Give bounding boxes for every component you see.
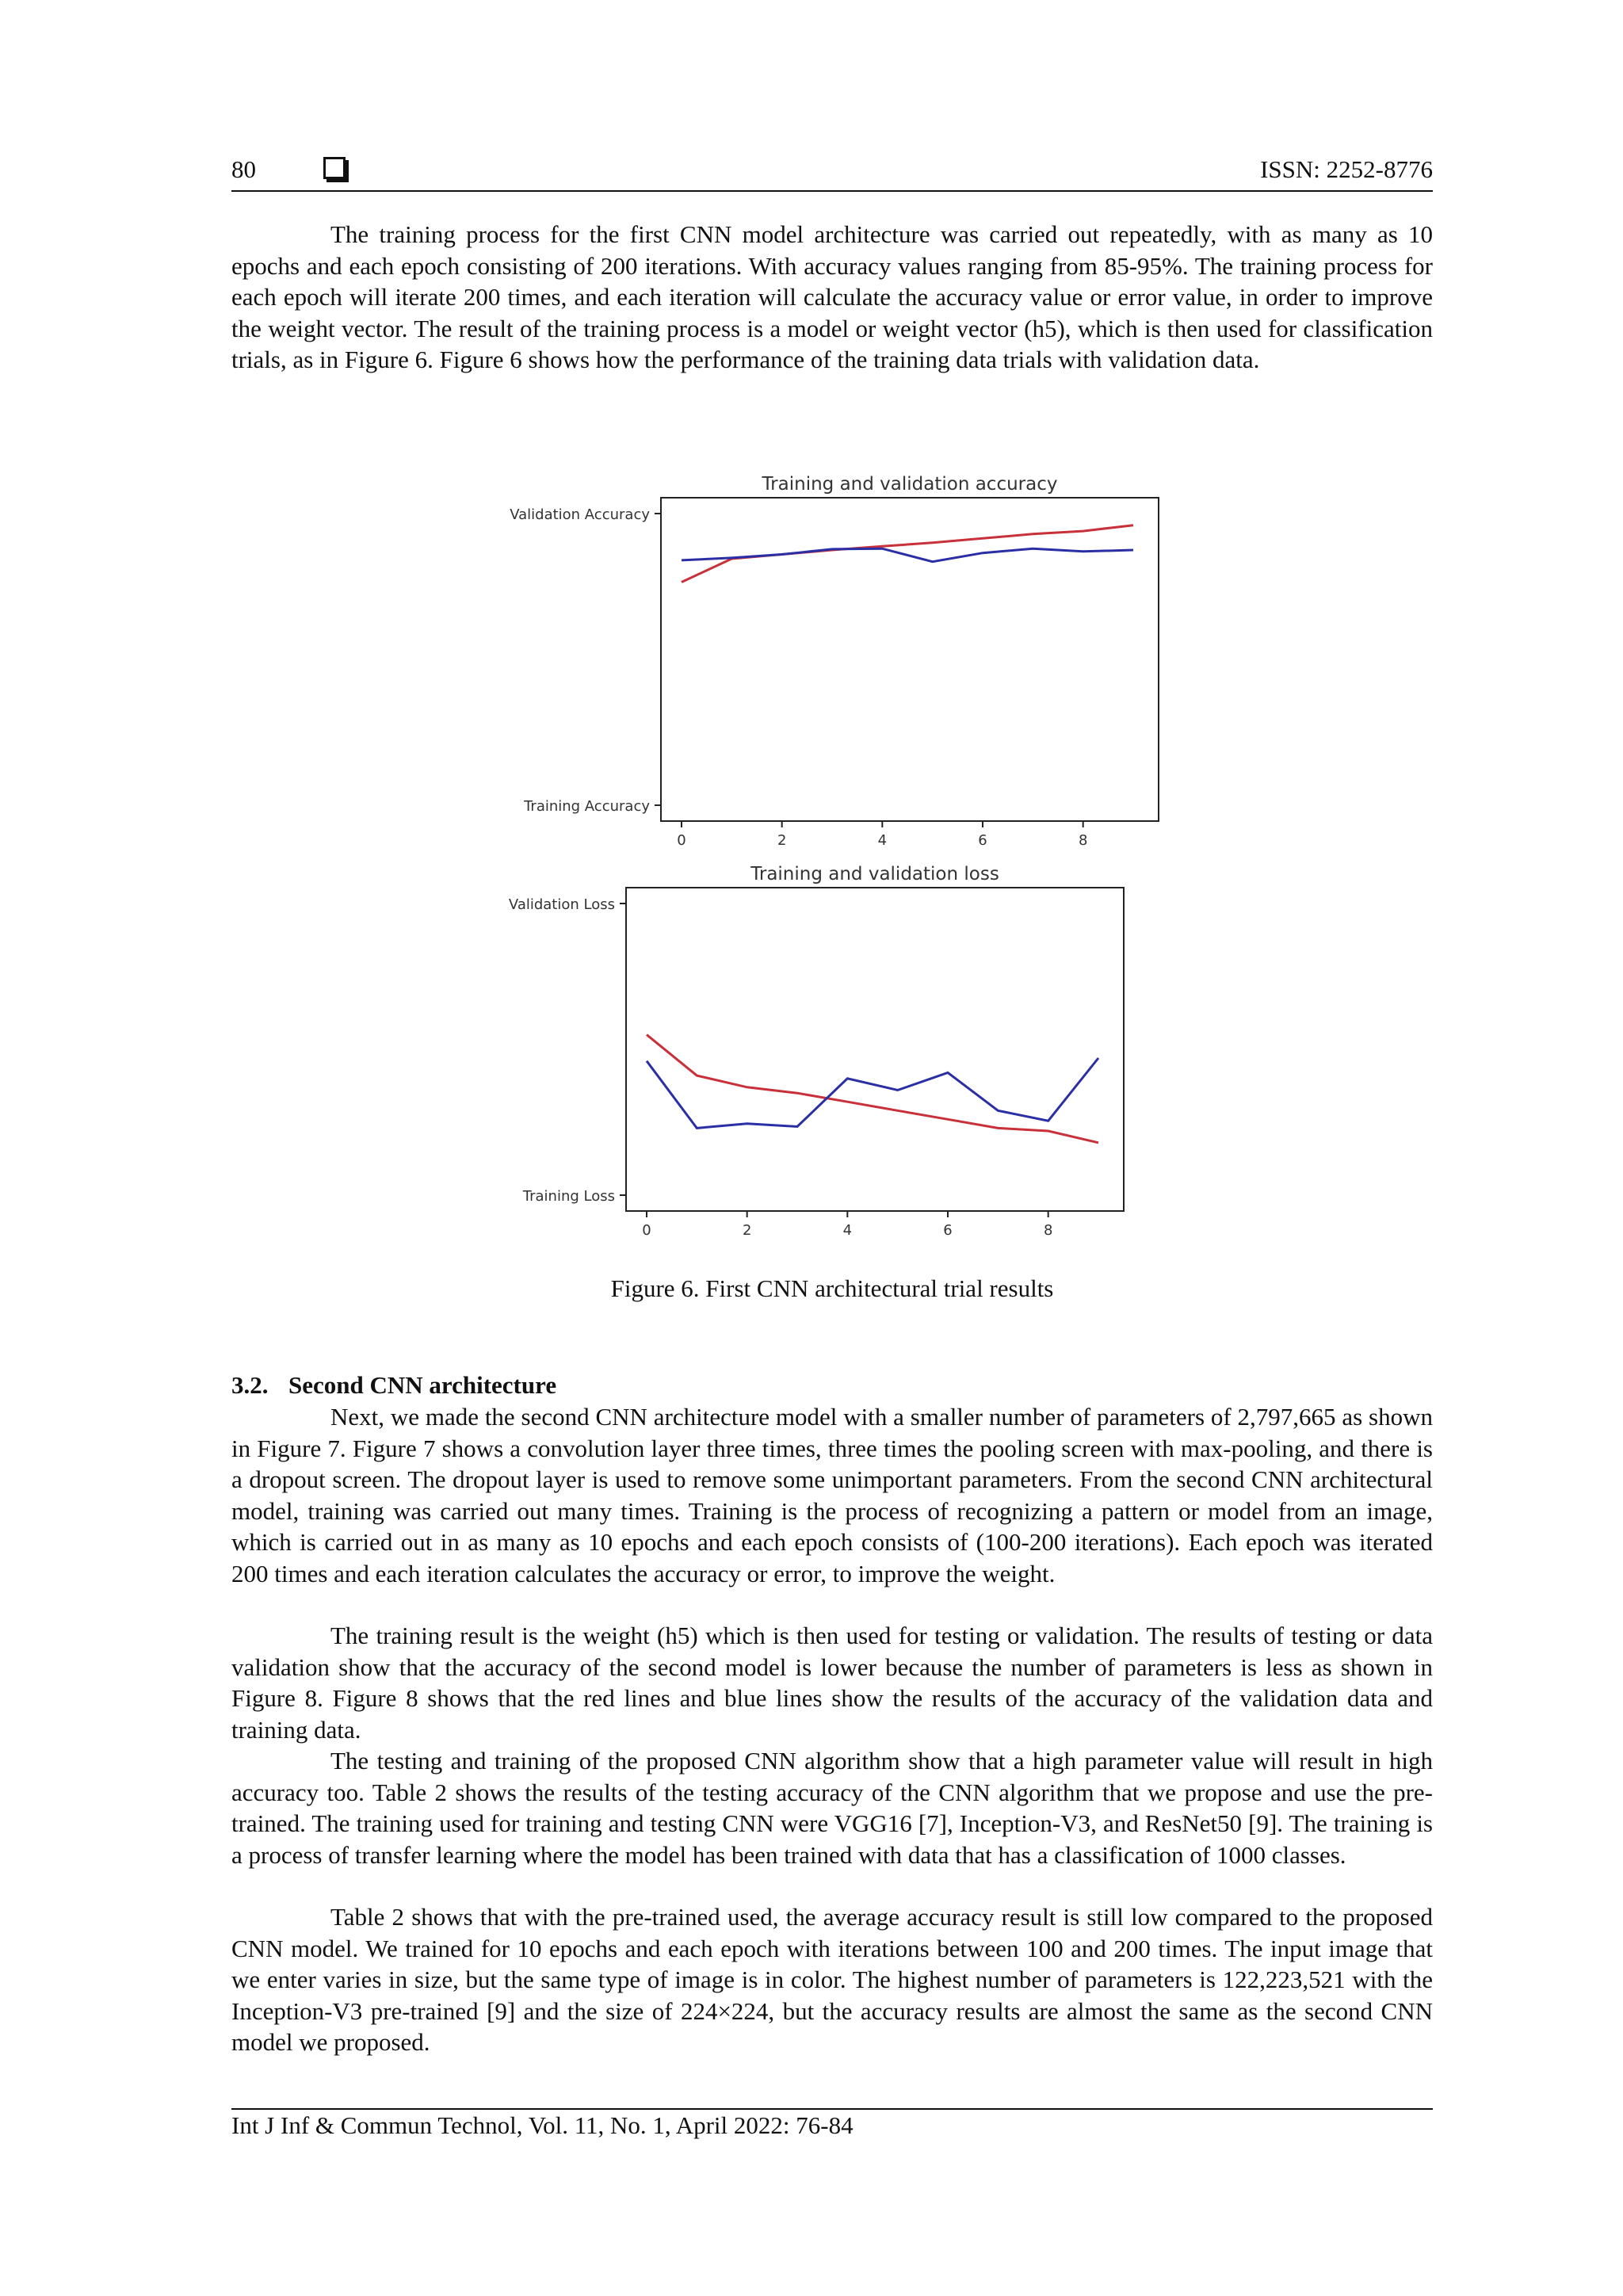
plot-frame <box>626 888 1124 1211</box>
footer-citation: Int J Inf & Commun Technol, Vol. 11, No. 1, April 2022: 76-84 <box>231 2111 854 2139</box>
page-number: 80 <box>231 155 256 183</box>
section-title: Second CNN architecture <box>288 1371 557 1399</box>
x-tick-label: 6 <box>943 1222 953 1239</box>
page-header <box>231 155 1433 192</box>
checkbox-square-icon <box>323 157 346 179</box>
issn: ISSN: 2252-8776 <box>1260 155 1433 183</box>
accuracy-chart-svg <box>475 464 1189 861</box>
header-rule <box>231 190 1433 192</box>
y-tick-label: Validation Accuracy <box>510 506 650 523</box>
series-line-blue <box>647 1058 1098 1128</box>
paragraph-1: The training process for the first CNN model architecture was carried out repeatedly, with as many as 10 epochs and each epoch consisting of 200 iterations. With accuracy values ranging from 85-95%. The training process for each epoch will iterate 200 times, and each iteration will calculate the accuracy value or error value, in order to improve the weight vector. The result of the training process is a model or weight vector (h5), which is then used for classification trials, as in Figure 6. Figure 6 shows how the performance of the training data trials with validation data. <box>231 220 1433 373</box>
x-tick-label: 0 <box>677 832 686 849</box>
x-tick-label: 6 <box>978 832 987 849</box>
chart-loss <box>475 856 1189 1260</box>
footer-rule <box>231 2108 1433 2110</box>
x-tick-label: 8 <box>1043 1222 1053 1239</box>
series-line-red <box>682 525 1133 583</box>
x-tick-label: 4 <box>842 1222 853 1239</box>
x-tick-label: 8 <box>1078 832 1088 849</box>
figure-caption: Figure 6. First CNN architectural trial results <box>610 1274 1054 1302</box>
paragraph-5: Table 2 shows that with the pre-trained used, the average accuracy result is still low compared to the proposed CNN model. We trained for 10 epochs and each epoch with iterations between 100 and 200 times. The input image that we enter varies in size, but the same type of image is in color. The highest number of parameters is 122,223,521 with the Inception-V3 pre-trained [9] and the size of 224×224, but the accuracy results are almost the same as the second CNN model we proposed. <box>231 1903 1433 2056</box>
y-tick-label: Validation Loss <box>508 896 615 913</box>
x-tick-label: 4 <box>877 832 888 849</box>
loss-chart-svg <box>475 856 1189 1260</box>
series-line-blue <box>682 548 1133 562</box>
x-tick-label: 2 <box>777 832 787 849</box>
section-number: 3.2. <box>231 1371 269 1399</box>
x-tick-label: 0 <box>642 1222 651 1239</box>
y-tick-label: Training Accuracy <box>524 798 650 815</box>
paragraph-2: Next, we made the second CNN architecture model with a smaller number of parameters of 2,797,665 as shown in Figure 7. Figure 7 shows a convolution layer three times, three times the pooling screen with max-pooling, and there is a dropout screen. The dropout layer is used to remove some unimportant parameters. From the second CNN architectural model, training was carried out many times. Training is the process of recognizing a pattern or model from an image, which is carried out in as many as 10 epochs and each epoch consists of (100-200 iterations). Each epoch was iterated 200 times and each iteration calculates the accuracy or error, to improve the weight. <box>231 1403 1433 1587</box>
section-heading <box>231 1371 556 1400</box>
paragraph-3: The training result is the weight (h5) which is then used for testing or validation. The results of testing or data validation show that the accuracy of the second model is lower because the number of parameters is less as shown in Figure 8. Figure 8 shows that the red lines and blue lines show the results of the accuracy of the validation data and training data. <box>231 1622 1433 1744</box>
chart-title: Training and validation accuracy <box>762 474 1058 495</box>
paragraph-4: The testing and training of the proposed CNN algorithm show that a high parameter value will result in high accuracy too. Table 2 shows the results of the testing accuracy of the CNN algorithm that we propose and use the pre-trained. The training used for training and testing CNN were VGG16 [7], Inception-V3, and ResNet50 [9]. The training is a process of transfer learning where the model has been trained with data that has a classification of 1000 classes. <box>231 1747 1433 1869</box>
chart-accuracy <box>475 464 1189 861</box>
chart-title: Training and validation loss <box>750 864 999 884</box>
y-tick-label: Training Loss <box>522 1188 615 1205</box>
x-tick-label: 2 <box>742 1222 752 1239</box>
plot-frame <box>661 498 1159 821</box>
